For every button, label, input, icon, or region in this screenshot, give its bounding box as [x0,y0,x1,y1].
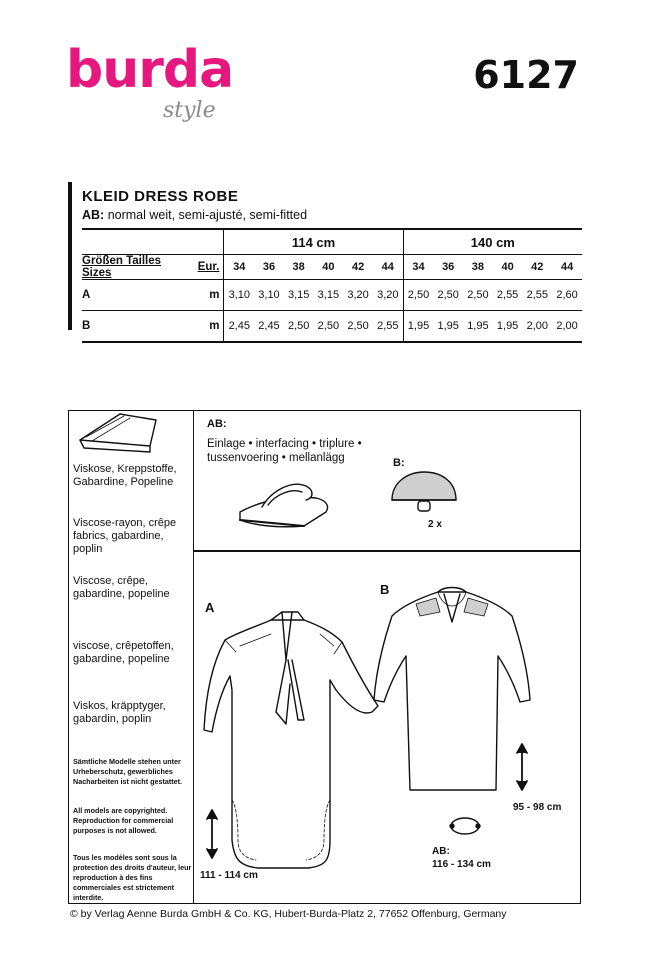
copyright-note-de: Sämtliche Modelle stehen unter Urheberschutz, gewerbliches Nacharbeiten ist nicht gestattet. [73,757,183,786]
button-quantity: 2 x [428,519,442,530]
value-cell: 2,00 [522,311,552,343]
size-cell: 34 [224,255,254,280]
notions-b-label: B: [393,457,405,469]
value-cell: 3,20 [373,280,403,311]
size-cell: 42 [343,255,373,280]
size-cell: 40 [314,255,344,280]
interfacing-text: Einlage • interfacing • triplure • tussenvoering • mellanlägg [207,438,362,464]
view-a-label: A [205,600,215,615]
size-cell: 38 [284,255,314,280]
view-a-length: 111 - 114 cm [200,870,258,881]
value-cell: 3,20 [343,280,373,311]
pattern-number: 6127 [473,53,579,97]
value-cell: 3,15 [314,280,344,311]
size-cell: 42 [522,255,552,280]
value-cell: 1,95 [463,311,493,343]
length-arrow-b [517,744,527,790]
size-cell: 44 [552,255,582,280]
fabric-fr: Viscose, crêpe, gabardine, popeline [73,575,170,600]
width-114: 114 cm [224,229,403,255]
value-cell: 2,50 [284,311,314,343]
brand-sublogo: style [163,98,216,123]
brand-logo: burda [66,40,234,100]
value-cell: 2,60 [552,280,582,311]
iron-icon [240,484,328,527]
button-icon [392,472,456,511]
belt-label: AB: [432,846,450,857]
copyright-note-fr: Tous les modèles sont sous la protection des droits d'auteur, leur reproduction à des fins commerciales est strictement interdite. [73,853,192,902]
size-cell: 40 [493,255,523,280]
belt-length-value: 116 - 134 cm [432,859,491,870]
size-cell: 44 [373,255,403,280]
fabric-nl: viscose, crêpetoffen, gabardine, popeline [73,640,174,665]
value-cell: 2,50 [314,311,344,343]
size-cell: 36 [433,255,463,280]
value-cell: 2,55 [373,311,403,343]
value-cell: 1,95 [403,311,433,343]
notions-ab-label: AB: [207,418,227,430]
dress-b-drawing [374,588,530,791]
value-cell: 2,45 [224,311,254,343]
copyright-note-en: All models are copyrighted. Reproduction for commercial purposes is not allowed. [73,806,174,835]
unit-label: Eur. [188,255,224,280]
value-cell: 1,95 [493,311,523,343]
value-cell: 3,10 [224,280,254,311]
view-b-length: 95 - 98 cm [513,802,562,813]
value-cell: 2,50 [403,280,433,311]
value-cell: 2,45 [254,311,284,343]
width-140: 140 cm [470,234,515,250]
row-unit: m [188,311,224,343]
copyright-line: © by Verlag Aenne Burda GmbH & Co. KG, Hubert-Burda-Platz 2, 77652 Offenburg, Germany [70,908,507,920]
pattern-title: KLEID DRESS ROBE [82,188,239,205]
size-cell: 34 [403,255,433,280]
value-cell: 2,55 [522,280,552,311]
fabric-sv: Viskos, kräpptyger, gabardin, poplin [73,700,166,725]
fabric-bolt-icon [80,414,156,452]
value-cell: 3,10 [254,280,284,311]
value-cell: 3,15 [284,280,314,311]
length-arrow-a [207,810,217,858]
belt-icon [450,818,480,834]
value-cell: 2,50 [433,280,463,311]
row-label: A [82,280,188,311]
dress-a-drawing [204,612,378,868]
size-cell: 38 [463,255,493,280]
size-cell: 36 [254,255,284,280]
value-cell: 2,55 [493,280,523,311]
row-unit: m [188,280,224,311]
value-cell: 2,50 [343,311,373,343]
row-label: B [82,311,188,343]
view-b-label: B [380,582,390,597]
value-cell: 1,95 [433,311,463,343]
subtitle-prefix: AB: [82,208,105,222]
subtitle-text: normal weit, semi-ajusté, semi-fitted [104,208,308,222]
fabric-en: Viscose-rayon, crêpe fabrics, gabardine, poplin [73,517,177,555]
value-cell: 2,50 [463,280,493,311]
value-cell: 2,00 [552,311,582,343]
size-label: Größen Tailles Sizes [82,255,188,280]
fabric-de: Viskose, Kreppstoffe, Gabardine, Popeline [73,463,177,488]
